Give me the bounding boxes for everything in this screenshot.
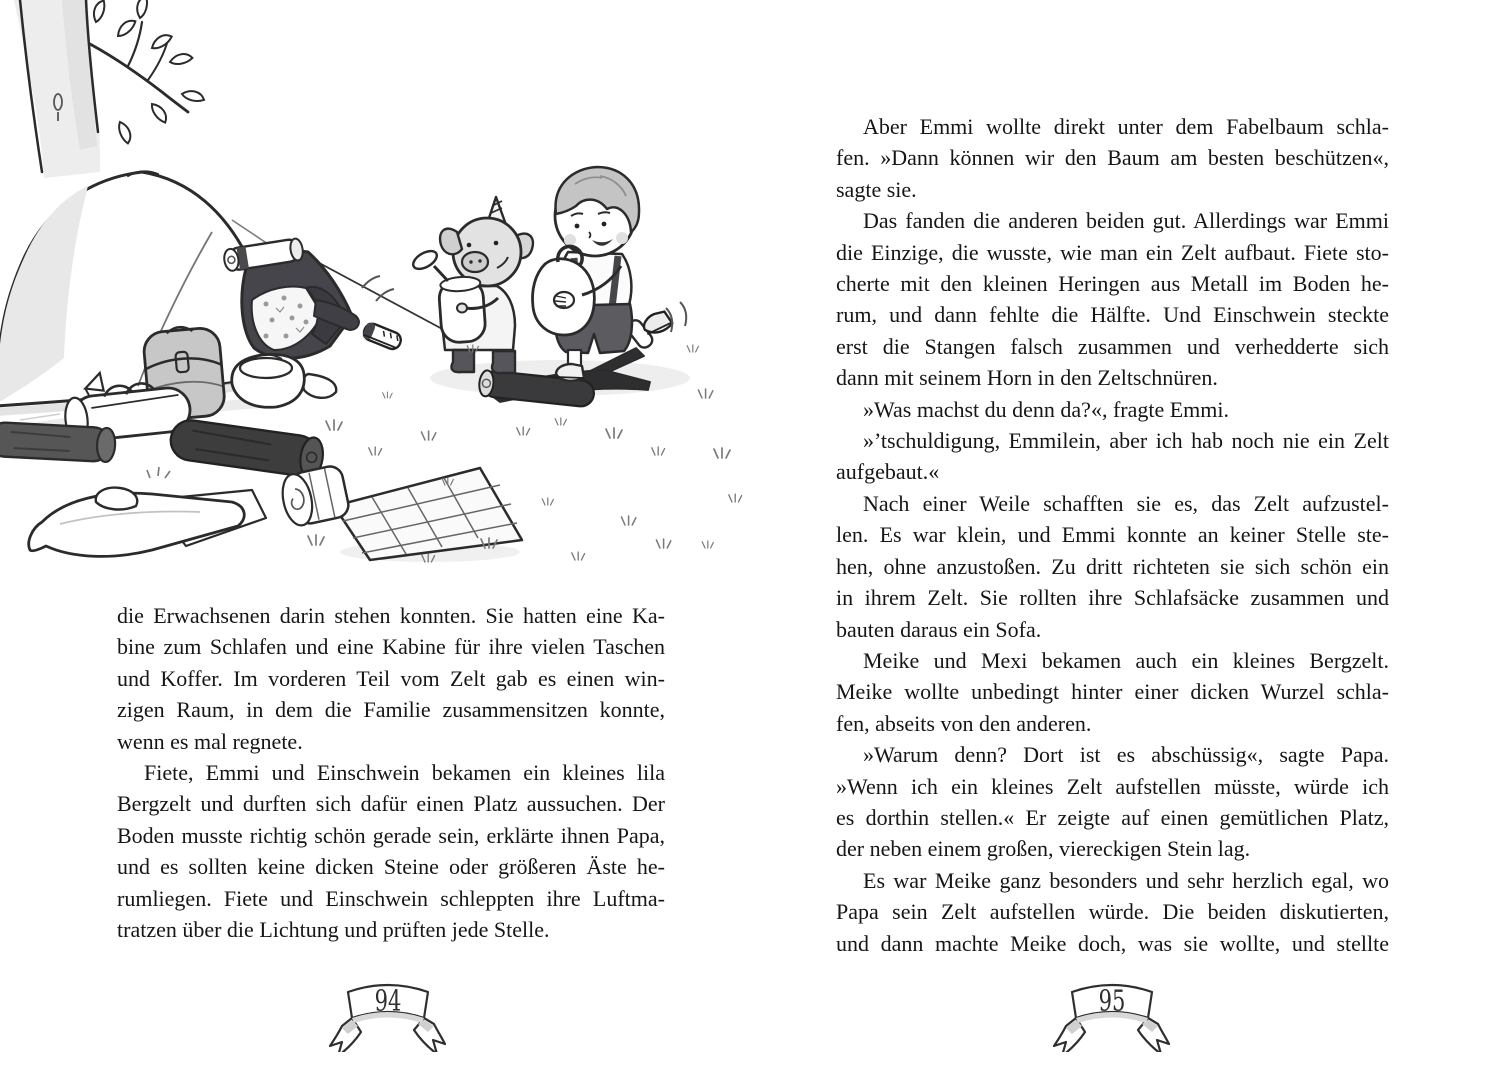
page-number: 94 <box>374 982 402 1018</box>
text-line: Bergzelt und durften sich dafür einen Platz aussuchen. Der <box>117 791 665 817</box>
text-line: fen, abseits von den anderen. <box>836 710 1092 736</box>
log-left <box>0 422 116 463</box>
text-line: Aber Emmi wollte direkt unter dem Fabelbaum schla- <box>863 114 1389 139</box>
paragraph <box>836 739 1389 865</box>
paragraph <box>117 600 665 757</box>
text-line: dann mit seinem Horn in den Zeltschnüren. <box>836 365 1218 391</box>
paragraph <box>836 111 1389 205</box>
pig-snout <box>462 252 488 272</box>
page-left-text <box>117 600 665 945</box>
text-line: hen, ohne anzustoßen. Zu dritt richteten sie sich schön ein <box>836 553 1389 579</box>
text-line: rumliegen. Fiete und Einschwein schleppten ihre Luftma- <box>117 885 665 911</box>
paragraph <box>836 394 1389 425</box>
paragraph <box>836 645 1389 739</box>
text-line: Meike und Mexi bekamen auch ein kleines Bergzelt. <box>863 647 1389 673</box>
text-line: und es sollten keine dicken Steine oder größeren Äste he- <box>117 854 665 880</box>
page-number-banner <box>328 974 448 1052</box>
text-line: »Warum denn? Dort ist es abschüssig«, sagte Papa. <box>863 742 1389 768</box>
text-line: Papa sein Zelt aufstellen würde. Die beiden diskutierten, <box>836 899 1389 925</box>
text-line: aufgebaut.« <box>836 459 940 485</box>
log-middle <box>168 418 325 479</box>
paragraph <box>836 865 1389 959</box>
text-line: rum, und dann fehlte die Hälfte. Und Einschwein steckte <box>836 302 1389 328</box>
text-line: Meike wollte unbedingt hinter einer dicken Wurzel schla- <box>836 679 1389 705</box>
text-line: in ihrem Zelt. Sie rollten ihre Schlafsäcke zusammen und <box>836 585 1389 611</box>
text-line: Das fanden die anderen beiden gut. Allerdings war Emmi <box>863 208 1389 234</box>
paragraph <box>117 757 665 945</box>
page-right-text <box>836 111 1389 959</box>
folded-clothes <box>29 467 266 556</box>
page-right <box>750 0 1500 1086</box>
text-line: die Erwachsenen darin stehen konnten. Sie hatten eine Ka- <box>117 603 665 628</box>
text-line: zigen Raum, in dem die Familie zusammensitzen konnte, <box>117 697 665 723</box>
text-line: es dorthin stellen.« Er zeigte auf einen gemütlichen Platz, <box>836 804 1389 830</box>
text-line: Boden musste richtig schön gerade sein, erklärte ihnen Papa, <box>117 822 665 848</box>
einschwein-pig <box>410 197 533 373</box>
text-line: Nach einer Weile schafften sie es, das Zelt aufzustel- <box>863 490 1389 516</box>
text-line: cherte mit den kleinen Heringen aus Metall im Boden he- <box>836 271 1389 297</box>
text-line: und dann machte Meike doch, was sie wollte, und stellte <box>836 930 1389 956</box>
text-line: tratzen über die Lichtung und prüften jede Stelle. <box>117 917 550 943</box>
text-line: erst die Stangen falsch zusammen und verhedderte sich <box>836 333 1389 359</box>
text-line: bauten daraus ein Sofa. <box>836 616 1042 642</box>
text-line: fen. »Dann können wir den Baum am besten beschützen«, <box>836 145 1389 171</box>
paragraph <box>836 425 1389 488</box>
text-line: bine zum Schlafen und eine Kabine für ihre vielen Taschen <box>117 634 665 660</box>
text-line: »Wenn ich ein kleines Zelt aufstellen müsste, würde ich <box>836 773 1389 799</box>
boot <box>492 351 515 373</box>
text-line: Es war Meike ganz besonders und sehr herzlich egal, wo <box>863 867 1389 893</box>
text-line: wenn es mal regnete. <box>117 728 303 754</box>
pig-head <box>453 218 521 286</box>
paragraph <box>836 488 1389 645</box>
page-number: 95 <box>1098 982 1126 1018</box>
page-number-banner <box>1052 974 1172 1052</box>
boot <box>451 350 474 372</box>
text-line: »’tschuldigung, Emmilein, aber ich hab noch nie ein Zelt <box>863 428 1389 454</box>
text-line: und Koffer. Im vorderen Teil vom Zelt gab es einen win- <box>117 665 665 691</box>
text-line: Fiete, Emmi und Einschwein bekamen ein kleines lila <box>144 760 665 786</box>
sock-foot <box>303 374 336 398</box>
text-line: die Einzige, die wusste, wie man ein Zelt aufbaut. Fiete sto- <box>836 239 1389 265</box>
text-line: sagte sie. <box>836 176 917 202</box>
child <box>533 167 687 381</box>
text-line: der neben einem großen, viereckigen Stein lag. <box>836 836 1251 862</box>
leaves <box>89 0 206 144</box>
sparkle <box>147 467 170 478</box>
tree <box>14 0 206 178</box>
small-bag <box>232 354 305 407</box>
camping-illustration <box>0 0 750 566</box>
paragraph <box>836 205 1389 393</box>
text-line: len. Es war klein, und Emmi konnte an keiner Stelle ste- <box>836 522 1389 548</box>
text-line: »Was machst du denn da?«, fragte Emmi. <box>863 396 1230 422</box>
